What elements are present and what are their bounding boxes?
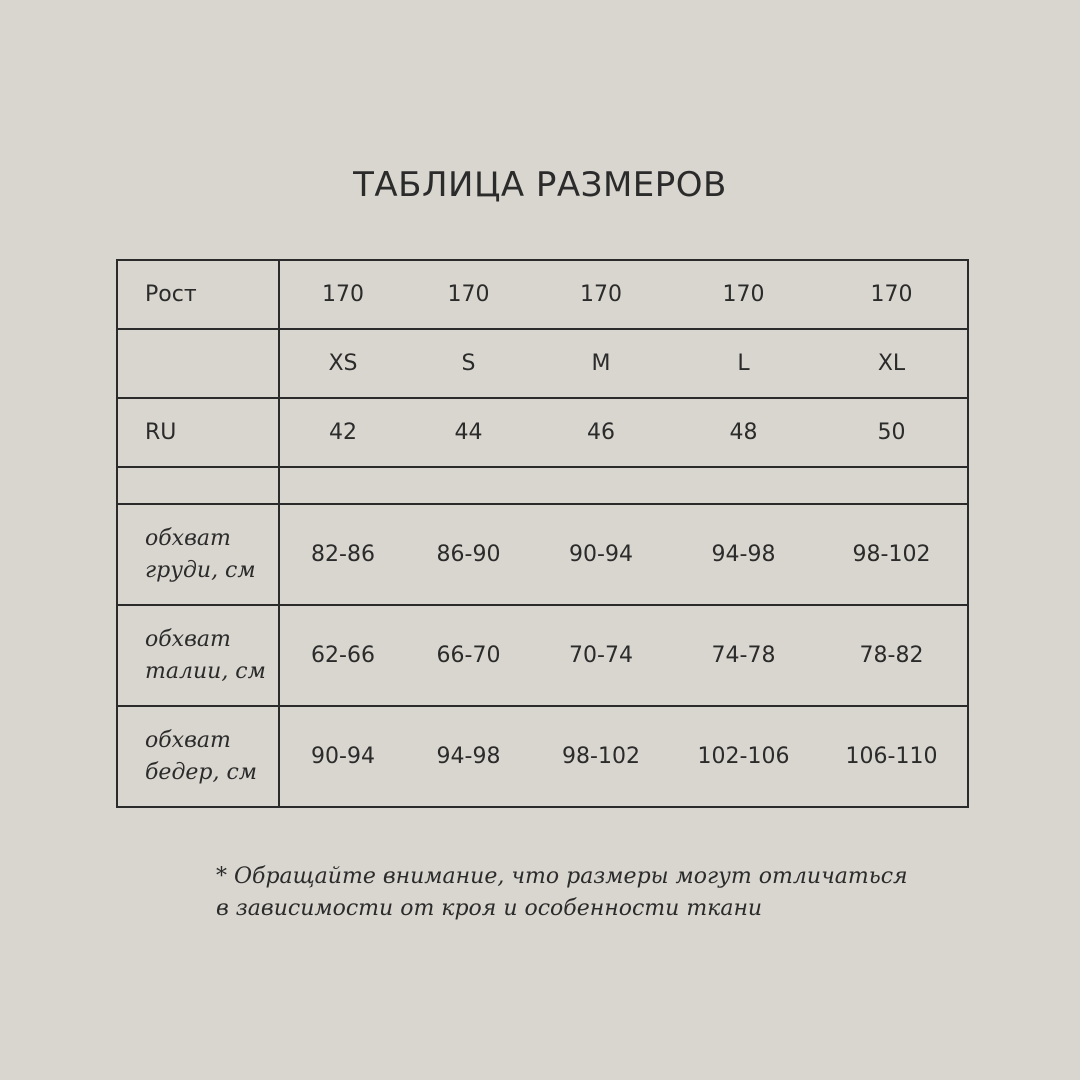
- size-cell-xs: XS: [279, 329, 406, 398]
- row-label-ru: RU: [117, 398, 279, 467]
- size-cell-l: L: [671, 329, 816, 398]
- table-row-waist: [117, 605, 968, 706]
- footnote-line1: * Обращайте внимание, что размеры могут отличаться: [216, 864, 908, 889]
- height-cell-xs: 170: [279, 260, 406, 329]
- ru-cell-l: 48: [671, 398, 816, 467]
- waist-cell-l: 74-78: [671, 605, 816, 706]
- chest-cell-s: 86-90: [406, 504, 531, 605]
- height-cell-l: 170: [671, 260, 816, 329]
- size-cell-s: S: [406, 329, 531, 398]
- table-row-hips: [117, 706, 968, 807]
- row-label-hips: [117, 706, 279, 807]
- spacer-label-cell: [117, 467, 279, 504]
- row-label-size: [117, 329, 279, 398]
- hips-cell-m: 98-102: [531, 706, 671, 807]
- hips-cell-xl: 106-110: [816, 706, 968, 807]
- spacer-value-cell: [279, 467, 968, 504]
- hips-cell-s: 94-98: [406, 706, 531, 807]
- chest-cell-xs: 82-86: [279, 504, 406, 605]
- size-cell-xl: XL: [816, 329, 968, 398]
- footnote-line2: в зависимости от кроя и особенности ткани: [216, 896, 763, 921]
- size-cell-m: M: [531, 329, 671, 398]
- page-title: ТАБЛИЦА РАЗМЕРОВ: [353, 165, 727, 205]
- chest-cell-m: 90-94: [531, 504, 671, 605]
- waist-cell-xl: 78-82: [816, 605, 968, 706]
- waist-cell-m: 70-74: [531, 605, 671, 706]
- table-row-ru: [117, 398, 968, 467]
- height-cell-m: 170: [531, 260, 671, 329]
- size-table: [116, 259, 969, 808]
- footnote: [216, 861, 976, 925]
- row-label-height: Рост: [117, 260, 279, 329]
- chest-cell-xl: 98-102: [816, 504, 968, 605]
- table-row-chest: [117, 504, 968, 605]
- row-label-hips-line1: обхват: [145, 727, 231, 753]
- chest-cell-l: 94-98: [671, 504, 816, 605]
- ru-cell-xs: 42: [279, 398, 406, 467]
- hips-cell-xs: 90-94: [279, 706, 406, 807]
- row-label-chest-line1: обхват: [145, 525, 231, 551]
- row-label-chest-line2: груди, см: [145, 557, 256, 583]
- row-label-hips-line2: бедер, см: [145, 759, 258, 785]
- ru-cell-s: 44: [406, 398, 531, 467]
- waist-cell-s: 66-70: [406, 605, 531, 706]
- row-label-chest: [117, 504, 279, 605]
- row-label-waist: [117, 605, 279, 706]
- hips-cell-l: 102-106: [671, 706, 816, 807]
- waist-cell-xs: 62-66: [279, 605, 406, 706]
- row-label-waist-line2: талии, см: [145, 658, 266, 684]
- ru-cell-m: 46: [531, 398, 671, 467]
- height-cell-xl: 170: [816, 260, 968, 329]
- ru-cell-xl: 50: [816, 398, 968, 467]
- table-row-spacer: [117, 467, 968, 504]
- table-row-size: [117, 329, 968, 398]
- height-cell-s: 170: [406, 260, 531, 329]
- table-row-height: [117, 260, 968, 329]
- row-label-waist-line1: обхват: [145, 626, 231, 652]
